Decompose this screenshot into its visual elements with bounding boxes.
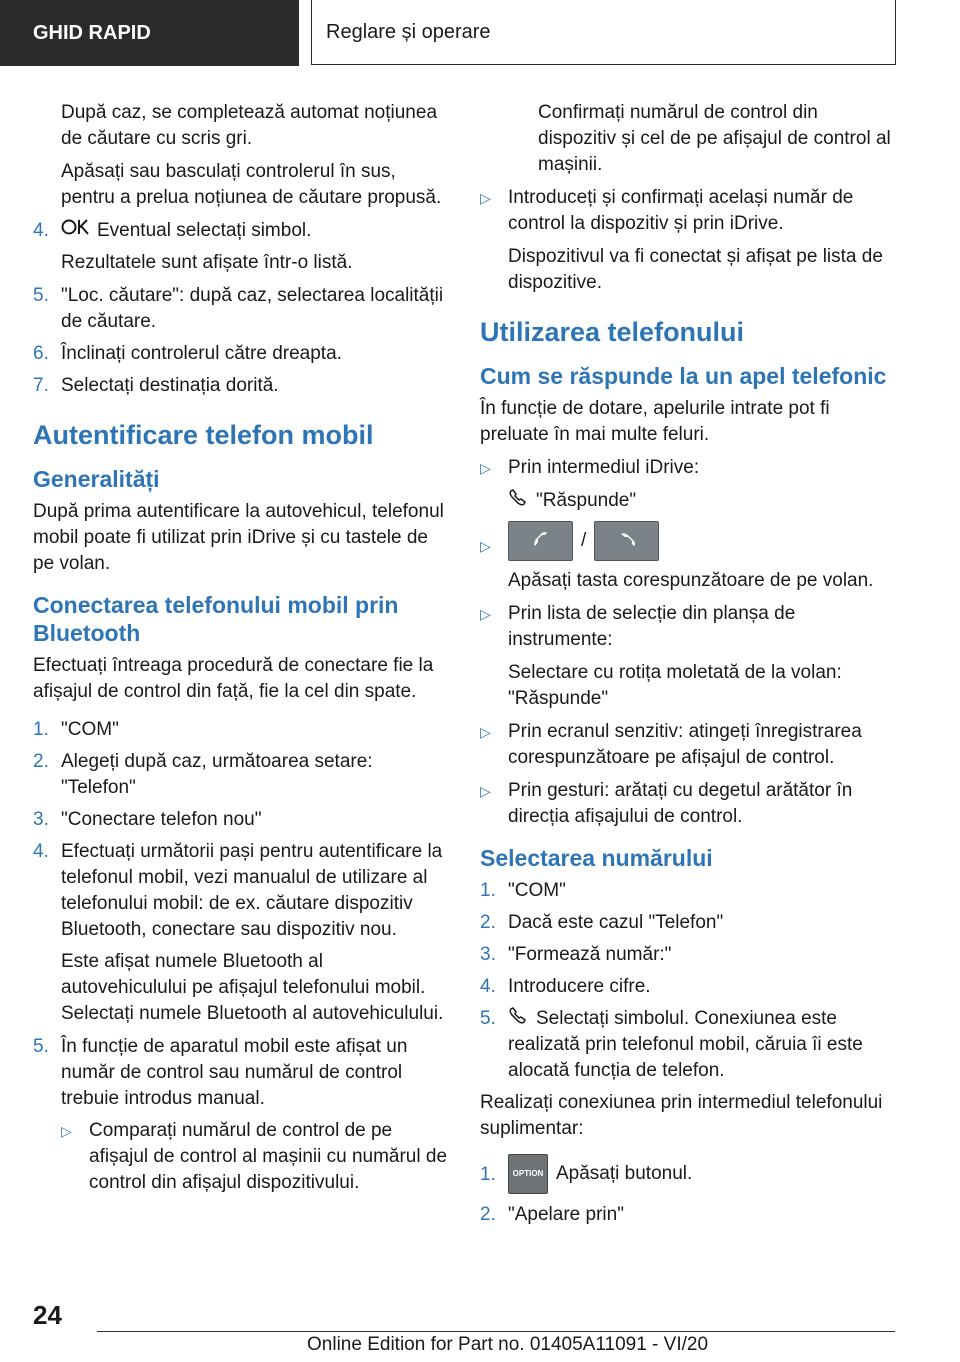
triangle-bullet-icon: ▷ <box>61 1123 72 1140</box>
list-item: 1. "COM" <box>33 719 119 741</box>
left-column <box>33 100 449 1203</box>
triangle-bullet-icon: ▷ <box>480 724 491 741</box>
subsection-heading: Generalități <box>33 466 160 493</box>
triangle-bullet-icon: ▷ <box>480 783 491 800</box>
triangle-bullet-icon: ▷ <box>480 190 491 206</box>
list-item: 1. "COM" <box>480 880 566 902</box>
list-item: 5. "Loc. căutare": după caz, selectarea localității de căutare. <box>33 285 444 333</box>
ok-icon <box>61 218 91 244</box>
paragraph: După caz, se completează automat noțiunea de căutare cu scris gri. <box>61 102 438 149</box>
paragraph: Dispozitivul va fi conectat și afișat pe lista de dispozitive. <box>508 246 883 293</box>
list-item: 2. "Apelare prin" <box>480 1204 624 1226</box>
page-number: 24 <box>33 1300 62 1330</box>
paragraph: Apăsați tasta corespunzătoare de pe volan. <box>508 570 874 592</box>
subsection-heading: Selectarea numărului <box>480 845 713 872</box>
paragraph: Realizați conexiunea prin intermediul telefonului suplimentar: <box>480 1092 883 1140</box>
sub-item: ▷ Prin intermediul iDrive: <box>480 455 895 481</box>
paragraph: "Răspunde" <box>480 488 895 514</box>
list-item: 7. Selectați destinația dorită. <box>33 375 279 397</box>
subsection-heading: Cum se răspunde la un apel telefonic <box>480 363 887 389</box>
sub-item: ▷ Prin gesturi: arătați cu degetul arătător în direcția afișajului de control. <box>480 780 853 828</box>
paragraph: În funcție de dotare, apelurile intrate pot fi preluate în mai multe feluri. <box>480 398 830 445</box>
list-item: 4. Efectuați următorii pași pentru autentificare la telefonul mobil, vezi manualul de utilizare al telefonului mobil: de ex. căutare dispozitiv Bluetooth, conectare sau dispozitiv nou. <box>33 841 443 941</box>
end-call-button <box>594 521 659 561</box>
option-button: OPTION <box>508 1154 548 1194</box>
section-heading: Utilizarea telefonului <box>480 317 745 347</box>
footer-divider <box>97 1331 895 1332</box>
list-item: 4. Eventual selectați simbol. <box>33 218 449 244</box>
phone-icon <box>508 488 530 514</box>
sub-item: ▷ Comparați numărul de control de pe afișajul de control al mașinii cu numărul de control din afișajul dispozitivului. <box>61 1120 448 1194</box>
triangle-bullet-icon: ▷ <box>480 538 491 555</box>
paragraph: Selectare cu rotița moletată de la volan: "Răspunde" <box>508 662 842 710</box>
list-item: 1. OPTION Apăsați butonul. <box>480 1154 895 1194</box>
right-column <box>480 100 895 1234</box>
page-header <box>0 0 960 66</box>
section-heading: Autentificare telefon mobil <box>33 420 374 451</box>
section-tab: GHID RAPID <box>0 0 299 66</box>
sub-item: ▷ / <box>480 521 895 561</box>
paragraph: Rezultatele sunt afișate într-o listă. <box>61 252 353 274</box>
list-item: 2. Alegeți după caz, următoarea setare: "Telefon" <box>33 751 373 799</box>
list-item: 5. Selectați simbolul. Conexiunea este realizată prin telefonul mobil, căruia îi este alocată funcția de telefon. <box>480 1008 863 1082</box>
sub-item: ▷ Prin lista de selecție din planșa de instrumente: <box>480 603 796 651</box>
subsection-heading: Conectarea telefonului mobil prin Bluetooth <box>33 592 399 647</box>
step-number: 4. <box>33 220 49 241</box>
sub-item: ▷ Prin ecranul senzitiv: atingeți înregistrarea corespunzătoare pe afișajul de control. <box>480 721 862 769</box>
sub-item: ▷ Introduceți și confirmați același număr de control la dispozitiv și prin iDrive. <box>480 187 854 234</box>
paragraph: Confirmați numărul de control din dispozitiv și cel de pe afișajul de control al mașinii. <box>538 102 891 175</box>
triangle-bullet-icon: ▷ <box>480 460 491 476</box>
list-item: 3. "Conectare telefon nou" <box>33 809 262 831</box>
chapter-title: Reglare și operare <box>311 0 896 65</box>
paragraph: După prima autentificare la autovehicul, telefonul mobil poate fi utilizat prin iDrive și cu tastele de pe volan. <box>33 501 444 575</box>
list-item: 2. Dacă este cazul "Telefon" <box>480 912 724 934</box>
paragraph: Este afișat numele Bluetooth al autovehiculului pe afișajul telefonului mobil. Selectați numele Bluetooth al autovehiculului. <box>61 951 444 1025</box>
paragraph: Apăsați sau basculați controlerul în sus, pentru a prelua noțiunea de căutare propusă. <box>61 161 442 208</box>
list-item: 4. Introducere cifre. <box>480 976 651 998</box>
phone-pickup-icon <box>509 522 572 560</box>
answer-call-button <box>508 521 573 561</box>
paragraph: Efectuați întreaga procedură de conectare fie la afișajul de control din față, fie la cel din spate. <box>33 655 434 703</box>
phone-icon <box>508 1006 530 1032</box>
triangle-bullet-icon: ▷ <box>480 606 491 623</box>
phone-hangup-icon <box>595 522 658 560</box>
list-item: 5. În funcție de aparatul mobil este afișat un număr de control sau numărul de control trebuie introdus manual. <box>33 1036 408 1110</box>
list-item: 6. Înclinați controlerul către dreapta. <box>33 343 342 365</box>
edition-label: Online Edition for Part no. 01405A11091 - VI/20 <box>307 1334 709 1355</box>
list-item: 3. "Formează număr:" <box>480 944 672 966</box>
